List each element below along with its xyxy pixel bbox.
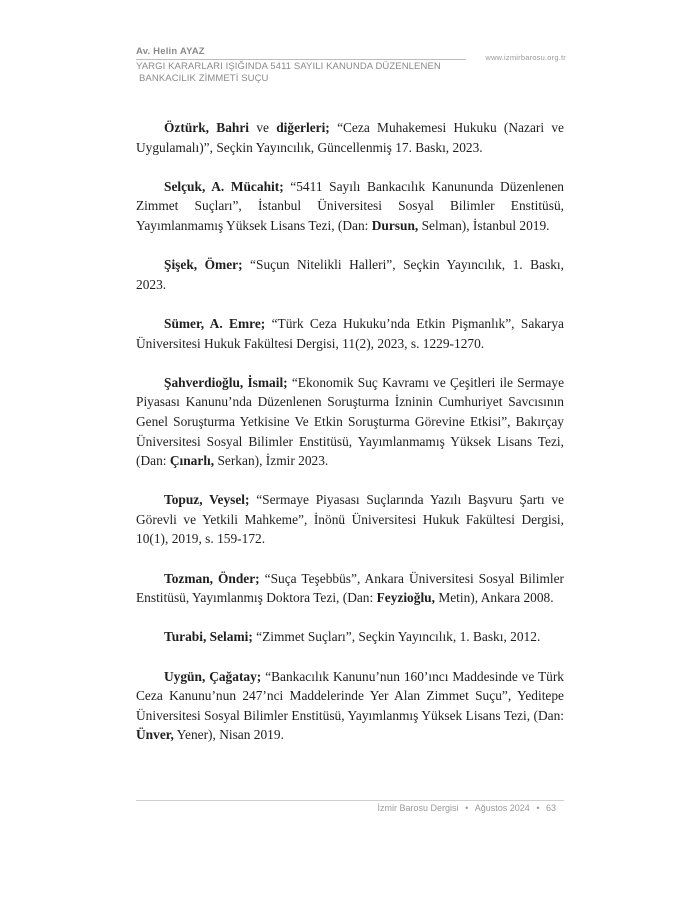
header-title-line-2: BANKACILIK ZİMMETİ SUÇU: [139, 73, 269, 84]
reference-author: Selçuk, A. Mücahit;: [164, 178, 284, 194]
header-title-line-1: YARGI KARARLARI IŞIĞINDA 5411 SAYILI KANUNDA DÜZENLENEN: [136, 61, 441, 72]
footer-journal: İzmir Barosu Dergisi: [377, 803, 459, 813]
reference-author: Topuz, Veysel;: [164, 492, 250, 508]
reference-advisor: Ünver,: [136, 727, 174, 743]
reference-advisor: Çınarlı,: [169, 453, 215, 469]
page-number: 63: [545, 803, 556, 813]
reference-author: Uygün, Çağatay;: [164, 668, 262, 684]
reference-item: [136, 627, 564, 647]
reference-item: [136, 490, 564, 549]
reference-text: “Suça Teşebbüs”, Ankara Üniversitesi Sosyal Bilimler Enstitüsü, Yayımlanmış Doktora Tezi, (Dan:: [136, 570, 564, 606]
footer-separator: •: [536, 803, 540, 813]
header-author: Av. Helin AYAZ: [136, 46, 205, 57]
reference-text-end: Metin), Ankara 2008.: [434, 590, 554, 606]
reference-text-end: Selman), İstanbul 2019.: [418, 217, 550, 233]
reference-author: Tozman, Önder;: [164, 570, 260, 586]
page-header: [136, 46, 566, 94]
reference-connector: ve: [249, 120, 277, 135]
reference-text-end: Serkan), İzmir 2023.: [214, 453, 329, 469]
reference-author: Şahverdioğlu, İsmail;: [164, 374, 288, 390]
reference-advisor: Dursun,: [371, 217, 419, 233]
reference-text: “Ekonomik Suç Kavramı ve Çeşitleri ile Sermaye Piyasası Kanunu’nda Düzenlenen Soruşturma İzninin Cumhuriyet Savcısının Genel Soruşturma Yetkisine Ve Etkin Soruşturma Görevine Etkisi”, Bakırçay Üniversitesi Sosyal Bilimler Enstitüsü, Yayımlanmamış Yüksek Lisans Tezi, (Dan:: [136, 374, 565, 469]
reference-item: [136, 569, 564, 608]
reference-text-end: Yener), Nisan 2019.: [173, 727, 284, 743]
reference-item: [136, 118, 564, 157]
reference-item: [136, 255, 564, 294]
reference-item: [136, 667, 564, 745]
reference-text: “Suçun Nitelikli Halleri”, Seçkin Yayıncılık, 1. Baskı, 2023.: [136, 257, 564, 292]
footer-separator: •: [465, 803, 469, 813]
reference-author: Turabi, Selami;: [164, 629, 253, 645]
reference-text: “Sermaye Piyasası Suçlarında Yazılı Başvuru Şartı ve Görevli ve Yetkili Mahkeme”, İnönü Üniversitesi Hukuk Fakültesi Dergisi, 10(1), 2019, s. 159-172.: [136, 492, 564, 547]
reference-item: [136, 177, 564, 236]
header-rule: [136, 59, 466, 60]
reference-item: [136, 373, 564, 471]
reference-text: “Zimmet Suçları”, Seçkin Yayıncılık, 1. Baskı, 2012.: [252, 629, 541, 645]
footer-date: Ağustos 2024: [474, 803, 530, 813]
reference-author: Şişek, Ömer;: [164, 257, 243, 273]
reference-text: “Türk Ceza Hukuku’nda Etkin Pişmanlık”, Sakarya Üniversitesi Hukuk Fakültesi Dergisi, 11(2), 2023, s. 1229-1270.: [136, 315, 565, 351]
reference-advisor: Feyzioğlu,: [376, 590, 435, 606]
reference-coauthor: diğerleri;: [276, 120, 330, 135]
reference-item: [136, 314, 564, 353]
reference-text: “5411 Sayılı Bankacılık Kanununda Düzenlenen Zimmet Suçları”, İstanbul Üniversitesi Sosyal Bilimler Enstitüsü, Yayımlanmamış Yüksek Lisans Tezi, (Dan:: [136, 178, 564, 233]
reference-text: “Bankacılık Kanunu’nun 160’ıncı Maddesinde ve Türk Ceza Kanunu’nun 247’nci Maddelerinde Yer Alan Zimmet Suçu”, Yeditepe Üniversitesi Sosyal Bilimler Enstitüsü, Yayımlanmış Yüksek Lisans Tezi, (Dan:: [136, 668, 564, 723]
reference-author: Öztürk, Bahri: [164, 120, 250, 135]
references-list: [136, 118, 564, 765]
header-site-url: www.izmirbarosu.org.tr: [485, 53, 566, 62]
reference-text: “Ceza Muhakemesi Hukuku (Nazari ve Uygulamalı)”, Seçkin Yayıncılık, Güncellenmiş 17. Baskı, 2023.: [136, 120, 564, 155]
footer-text: [376, 803, 558, 813]
reference-author: Sümer, A. Emre;: [164, 315, 266, 331]
page-footer: [136, 800, 564, 820]
footer-rule: [136, 800, 564, 801]
